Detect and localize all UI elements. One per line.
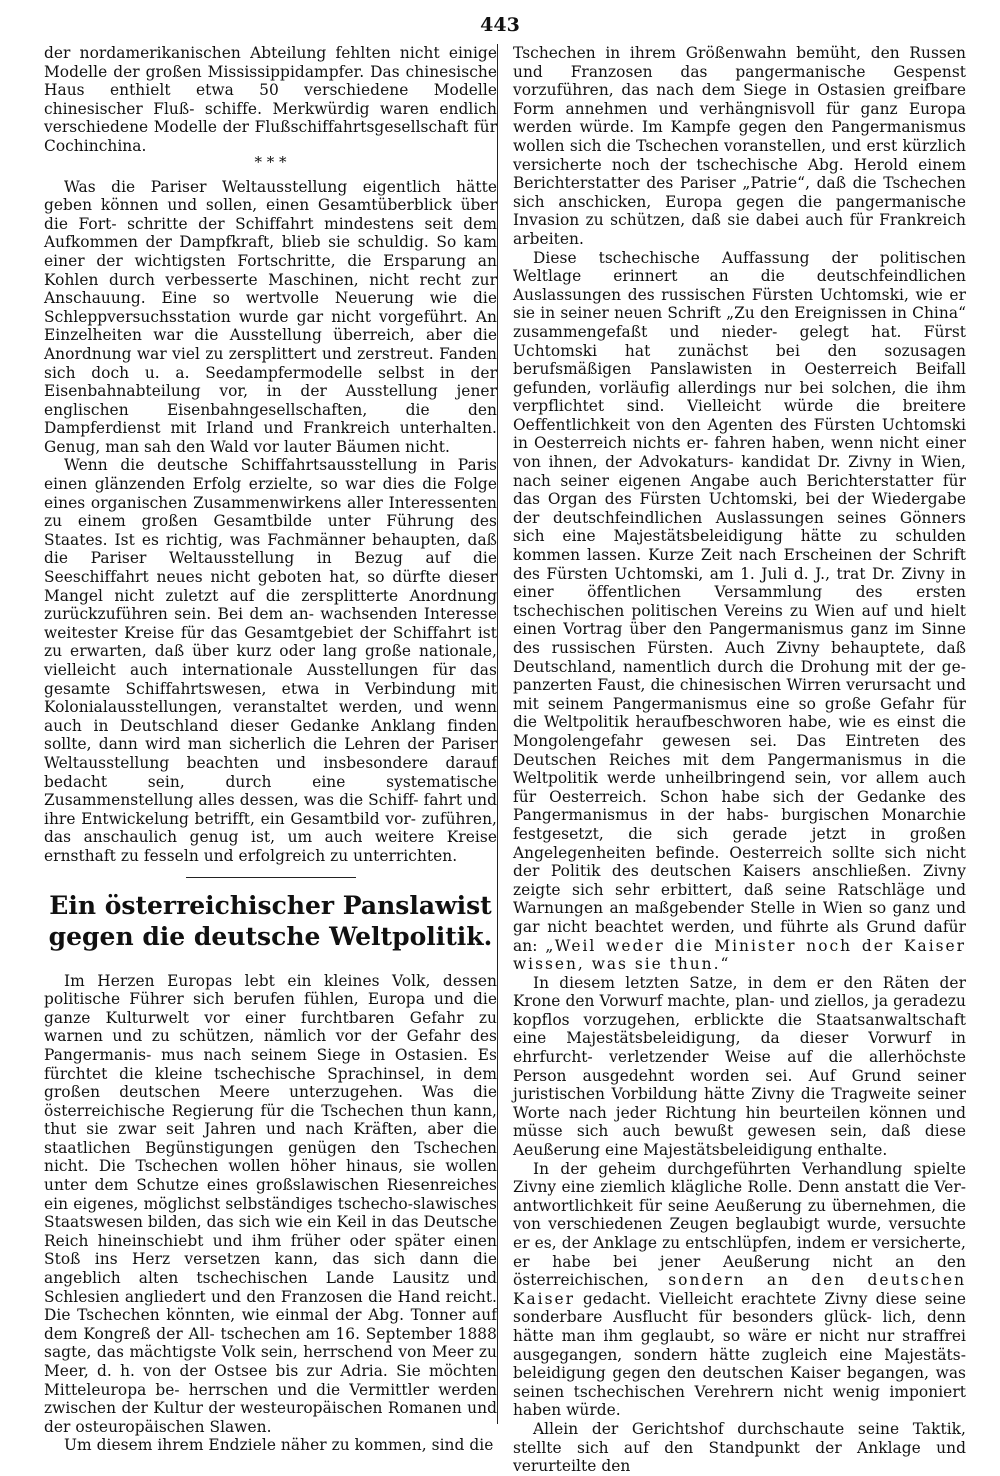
column-divider — [497, 44, 498, 1424]
article-paragraph: Um diesem ihrem Endziele näher zu kommen, sind die — [64, 1436, 494, 1455]
article-paragraph: Was die Pariser Weltausstellung eigentlich hätte geben können und sollen, einen Gesamtüberblick über die Fort- schritte der Schiffahrt mindestens seit dem Aufkommen der Dampfkraft, blieb sie schuldig. So kam einer der wichtigsten Fortschritte, die Ersparung an Kohlen durch verbesserte Maschinen, nicht recht zur Anschauung. Eine so wertvolle Neuerung wie die Schleppversuchsstation wurde gar nicht vorgeführt. An Einzelheiten war die Ausstellung überreich, aber die Anordnung war viel zu zersplittert und zerstreut. Fanden sich doch u. a. Seedampfermodelle selbst in der Eisenbahnabteilung vor, in der Ausstellung jener englischen Eisenbahngesellschaften, die den Dampferdienst mit Irland und Frankreich unterhalten. Genug, man sah den Wald vor lauter Bäumen nicht. — [44, 177, 497, 456]
quoted-statement: „Weil weder die Minister noch der Kaiser wissen, was sie thun.“ — [513, 936, 966, 974]
paragraph-text: gedacht. Vielleicht erachtete Zivny diese seine sonderbare Ausflucht für besonders glück- lich, denn hätte man ihm geglaubt, so wäre er nicht nur straffrei ausgegangen, sondern hätte zugleich eine Majestäts- beleidigung gegen den deutschen Kaiser begangen, was seinen tschechischen Verehrern nicht wenig imponiert haben würde. — [513, 1289, 966, 1420]
page-number: 443 — [480, 14, 520, 36]
section-break-stars: * * * — [254, 152, 287, 171]
paragraph-text: Diese tschechische Auffassung der politischen Weltlage erinnert an die deutschfeindlichen Auslassungen des russischen Fürsten Uchtomski, wie er sie in seiner neuen Schrift „Zu den Ereignissen in China“ zusammengefaßt und nieder- gelegt hat. Fürst Uchtomski hat zunächst bei den sozusagen berufsmäßigen Panslawisten in Oesterreich Beifall gefunden, vorläufig allerdings nur bei solchen, die ihm verpflichtet sind. Vielleicht würde die breitere Oeffentlichkeit von den Agenten des Fürsten Uchtomski in Oesterreich nichts er- fahren haben, wenn nicht einer von ihnen, der Advokaturs- kandidat Dr. Zivny in Wien, nach seiner eigenen Angabe auch Berichterstatter für das Organ des Fürsten Uchtomski, bei der Wiedergabe der deutschfeindlichen Auslassungen seines Gönners sich eine Majestätsbeleidigung hätte zu schulden kommen lassen. Kurze Zeit nach Erscheinen der Schrift des Fürsten Uchtomski, am 1. Juli d. J., trat Dr. Zivny in einer öffentlichen Versammlung des ersten tschechischen politischen Vereins zu Wien auf und hielt einen Vortrag über den Pangermanismus ganz im Sinne des russischen Fürsten. Auch Zivny behauptete, daß Deutschland, namentlich durch die Drohung mit der ge- panzerten Faust, die chinesischen Wirren verursacht und mit seinem Pangermanismus eine so große Gefahr für die Weltpolitik heraufbeschworen habe, wie es einst die Mongolengefahr gewesen sei. Das Eintreten des Deutschen Reiches mit dem Pangermanismus in die Weltpolitik werde unheilbringend sein, vor allem auch für Oesterreich. Schon habe sich der Gedanke des Pangermanismus in der habs- burgischen Monarchie festgesetzt, die sich gerade jetzt in großen Angelegenheiten befinde. Oesterreich sollte sich nicht der Politik des deutschen Kaisers anschließen. Zivny zeigte sich sehr erbittert, daß seine Ratschläge und Warnungen an maßgebender Stelle in Wien so ganz und gar nicht beachtet werden, und führte als Grund dafür an: — [513, 248, 966, 955]
article-paragraph: der nordamerikanischen Abteilung fehlten nicht einige Modelle der großen Mississippidampfer. Das chinesische Haus enthielt etwa 50 verschiedene Modelle chinesischer Fluß- schiffe. Merkwürdig waren endlich verschiedene Modelle der Flußschiffahrtsgesellschaft für Cochinchina. — [44, 44, 497, 155]
article-paragraph — [513, 1160, 966, 1420]
right-column — [513, 44, 966, 1476]
article-headline: Ein österreichischer Panslawist gegen die deutsche Weltpolitik. — [48, 890, 493, 951]
paragraph-text: In der geheim durchgeführten Verhandlung spielte Zivny eine ziemlich klägliche Rolle. Denn anstatt die Ver- antwortlichkeit für seine Aeußerung zu übernehmen, die von verschiedenen Zeugen beglaubigt wurde, versuchte er es, der Anklage zu entschlüpfen, indem er versicherte, er habe bei jener Aeußerung nicht an den österreichischen, — [513, 1159, 966, 1290]
article-paragraph: Allein der Gerichtshof durchschaute seine Taktik, stellte sich auf den Standpunkt der Anklage und verurteilte den — [513, 1419, 966, 1476]
emphasized-phrase: sondern an den deutschen Kaiser — [513, 1271, 967, 1308]
article-paragraph: In diesem letzten Satze, in dem er den Räten der Krone den Vorwurf machte, plan- und ziellos, ja geradezu kopflos vorzugehen, erblickte die Staatsanwaltschaft eine Majestätsbeleidigung, da dieser Vorwurf in ehrfurcht- verletzender Weise auf die allerhöchste Person ausgedehnt worden sei. Auf Grund seiner juristischen Vorbildung hätte Zivny die Tragweite seiner Worte nach jeder Richtung hin beurteilen können und müsse sich auch bewußt gewesen sein, daß diese Aeußerung eine Majestätsbeleidigung enthalte. — [513, 973, 966, 1160]
article-paragraph: Im Herzen Europas lebt ein kleines Volk, dessen politische Führer sich berufen fühlen, Europa und die ganze Kulturwelt vor einer furchtbaren Gefahr zu warnen und zu schützen, nämlich vor der Gefahr des Pangermanis- mus nach seinem Siege in Ostasien. Es fürchtet die kleine tschechische Sprachinsel, in dem großen deutschen Meere unterzugehen. Was die österreichische Regierung für die Tschechen thun kann, thut sie zwar seit Jahren und nach Kräften, aber die staatlichen Begünstigungen genügen den Tschechen nicht. Die Tschechen wollen höher hinaus, sie wollen unter dem Schutze eines großslawischen Riesenreiches ein eigenes, möglichst selbständiges tschecho-slawisches Staatswesen bilden, das sich wie ein Keil in das Deutsche Reich hineinschiebt und ihm früher oder später einen Stoß ins Herz versetzen kann, das sich dann die angeblich alten tschechischen Lande Lausitz und Schlesien angliedert und den Franzosen die Hand reicht. Die Tschechen könnten, wie einmal der Abg. Tonner auf dem Kongreß der All- tschechen am 16. September 1888 sagte, das mächtigste Volk sein, herrschend von Meer zu Meer, d. h. von der Ostsee bis zur Adria. Sie möchten Mitteleuropa be- herrschen und die Vermittler werden zwischen der Kultur der westeuropäischen Romanen und der osteuropäischen Slawen. — [44, 971, 498, 1436]
section-separator-rule — [186, 877, 356, 878]
left-column — [44, 44, 497, 1455]
article-paragraph — [513, 249, 966, 974]
article-paragraph: Tschechen in ihrem Größenwahn bemüht, den Russen und Franzosen das pangermanische Gespenst vorzuführen, das nach dem Siege in Ostasien greifbare Form annehmen und verhängnisvoll für ganz Europa werden würde. Im Kampfe gegen den Pangermanismus wollen sich die Tschechen voranstellen, und erst kürzlich versicherte noch der tschechische Abg. Herold einem Berichterstatter des Pariser „Patrie“, daß die Tschechen sich anschicken, Europa gegen die pangermanische Invasion zu schützen, daß sie dabei auch für Frankreich arbeiten. — [513, 44, 966, 248]
article-paragraph: Wenn die deutsche Schiffahrtsausstellung in Paris einen glänzenden Erfolg erzielte, so war dies die Folge eines organischen Zusammenwirkens aller Interessenten zu einem großen Gesamtbilde unter Führung des Staates. Ist es richtig, was Fachmänner behaupten, daß die Pariser Weltausstellung in Bezug auf die Seeschiffahrt neues nicht geboten hat, so dürfte dieser Mangel nicht zuletzt auf die zersplitterte Anordnung zurückzuführen sein. Bei dem an- wachsenden Interesse weitester Kreise für das Gesamtgebiet der Schiffahrt ist zu erwarten, daß über kurz oder lang große nationale, vielleicht auch internationale Ausstellungen für das gesamte Schiffahrtswesen, etwa in Verbindung mit Kolonialausstellungen, veranstaltet werden, und wenn auch in Deutschland dieser Gedanke Anklang finden sollte, dann wird man sicherlich die Lehren der Pariser Weltausstellung beachten und insbesondere darauf bedacht sein, durch eine systematische Zusammenstellung alles dessen, was die Schiff- fahrt und ihre Entwickelung betrifft, ein Gesamtbild vor- zuführen, das anschaulich genug ist, um auch weitere Kreise ernsthaft zu fesseln und erfolgreich zu unterrichten. — [44, 456, 497, 865]
